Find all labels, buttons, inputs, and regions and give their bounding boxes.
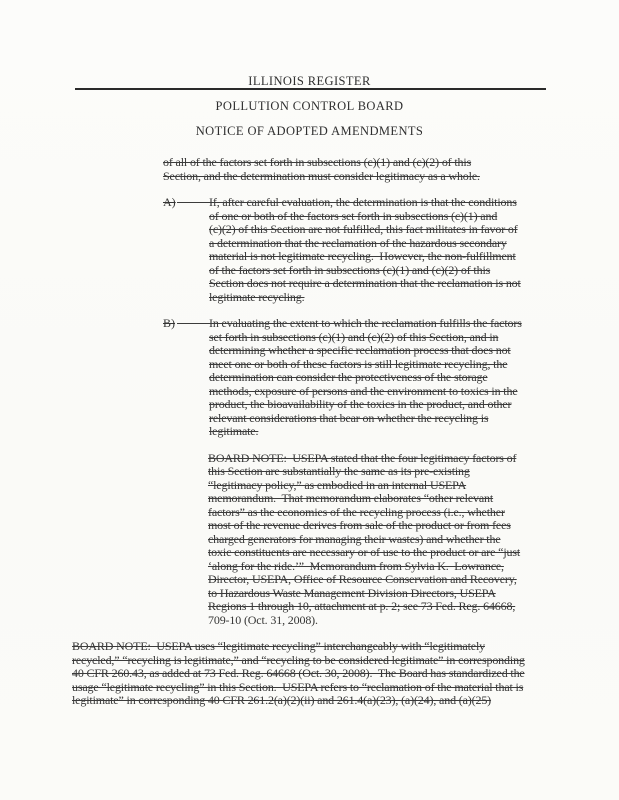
paragraph-line: methods, exposure of persons and the environment to toxics in the xyxy=(209,383,518,398)
paragraph-line: to Hazardous Waste Management Division Directors, USEPA xyxy=(208,585,496,600)
paragraph-line: product, the bioavailability of the toxics in the product, and other xyxy=(209,397,512,411)
paragraph-line: recycled,” “recycling is legitimate,” and “recycling to be considered legitimate” in corresponding xyxy=(72,652,525,667)
paragraph-line: toxic constituents are necessary or of use to the product or are “just xyxy=(208,545,521,559)
paragraph-line: charged generators for managing their wastes) and whether the xyxy=(208,531,501,546)
paragraph-line: ‘along for the ride.’” Memorandum from Sylvia K. Lowrance, xyxy=(208,558,504,573)
paragraph-line: 40 CFR 260.43, as added at 73 Fed. Reg. 64668 (Oct. 30, 2008). The Board has standardized the xyxy=(72,666,525,680)
paragraph-line: material is not legitimate recycling. However, the non-fulfillment xyxy=(209,249,516,263)
paragraph-line: BOARD NOTE: USEPA stated that the four legitimacy factors of xyxy=(208,450,517,465)
paragraph-line: factors” as the economies of the recycling process (i.e., whether xyxy=(208,504,505,519)
paragraph xyxy=(208,452,619,628)
paragraph-line: of the factors set forth in subsections (c)(1) and (c)(2) of this xyxy=(209,262,491,277)
document-body xyxy=(0,156,619,721)
notice-title: NOTICE OF ADOPTED AMENDMENTS xyxy=(195,124,424,138)
paragraph-line: legitimate. xyxy=(209,424,259,438)
paragraph-line: Regions 1 through 10, attachment at p. 2; see 73 Fed. Reg. 64668, xyxy=(208,599,516,613)
paragraph-line: BOARD NOTE: USEPA uses “legitimate recycling” interchangeably with “legitimately xyxy=(72,639,485,653)
paragraph-line: this Section are substantially the same as its pre-existing xyxy=(208,464,470,478)
paragraph-line: legitimate recycling. xyxy=(209,289,305,304)
list-item-b xyxy=(0,317,619,439)
paragraph-line: relevant considerations that bear on whether the recycling is xyxy=(209,410,489,425)
paragraph-line: most of the revenue derives from sale of the product or from fees xyxy=(208,518,511,532)
paragraph xyxy=(163,156,619,183)
paragraph-line: a determination that the reclamation of the hazardous secondary xyxy=(209,235,507,250)
paragraph-line: usage “legitimate recycling” in this Section. USEPA refers to “reclamation of the material that is xyxy=(72,679,524,694)
item-body xyxy=(209,317,619,439)
paragraph-line: (c)(2) of this Section are not fulfilled, this fact militates in favor of xyxy=(209,222,518,236)
paragraph xyxy=(72,640,619,708)
paragraph-line: meet one or both of these factors is still legitimate recycling, the xyxy=(209,356,508,371)
register-title: ILLINOIS REGISTER xyxy=(248,74,371,88)
paragraph-line: If, after careful evaluation, the determination is that the conditions xyxy=(209,195,517,209)
paragraph-line: In evaluating the extent to which the reclamation fulfills the factors xyxy=(209,316,522,330)
paragraph-line: of one or both of the factors set forth in subsections (c)(1) and xyxy=(209,208,498,223)
paragraph-line: Section does not require a determination that the reclamation is not xyxy=(209,276,521,290)
item-label-text: B) xyxy=(163,316,175,330)
item-body xyxy=(209,196,619,304)
paragraph-line: Section, and the determination must consider legitimacy as a whole. xyxy=(163,168,480,183)
paragraph-line: determining whether a specific reclamation process that does not xyxy=(209,343,511,357)
list-item-a xyxy=(0,196,619,304)
board-title: POLLUTION CONTROL BOARD xyxy=(215,99,404,113)
paragraph-line: memorandum. That memorandum elaborates “other relevant xyxy=(208,491,494,505)
header-rule xyxy=(75,88,546,90)
paragraph-line: set forth in subsections (c)(1) and (c)(2) of this Section, and in xyxy=(209,329,499,344)
paragraph-line: legitimate” in corresponding 40 CFR 261.2(a)(2)(ii) and 261.4(a)(23), (a)(24), and (a)(25) xyxy=(72,693,492,707)
paragraph-line: of all of the factors set forth in subsections (c)(1) and (c)(2) of this xyxy=(163,155,472,169)
item-label xyxy=(163,317,209,331)
item-label-text: A) xyxy=(163,195,176,209)
paragraph-line: “legitimacy policy,” as embodied in an internal USEPA xyxy=(208,477,467,492)
paragraph-line: determination can consider the protectiveness of the storage xyxy=(209,370,488,384)
paragraph-line: 709-10 (Oct. 31, 2008). xyxy=(208,612,318,627)
item-label xyxy=(163,196,209,210)
paragraph-line: Director, USEPA, Office of Resource Conservation and Recovery, xyxy=(208,572,517,586)
